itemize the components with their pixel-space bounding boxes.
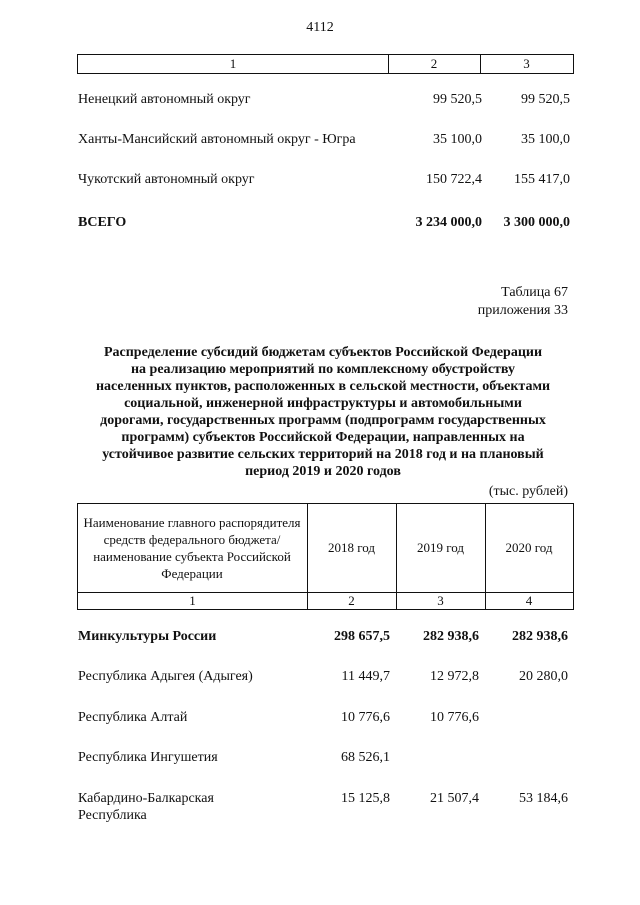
total-value-2: 3 300 000,0 xyxy=(503,215,570,230)
top-row-value-1: 35 100,0 xyxy=(433,132,482,147)
main-table-header xyxy=(77,503,574,610)
region-name: Кабардино-Балкарская xyxy=(78,791,214,806)
top-row-value-2: 99 520,5 xyxy=(521,92,570,107)
header-num-1: 1 xyxy=(189,592,196,608)
region-2019: 10 776,6 xyxy=(430,710,479,725)
page-number: 4112 xyxy=(306,20,334,35)
region-2018: 68 526,1 xyxy=(341,750,390,765)
title-line: населенных пунктов, расположенных в сельской местности, объектами xyxy=(95,379,551,394)
table-number: Таблица 67 xyxy=(501,285,568,300)
total-value-1: 3 234 000,0 xyxy=(415,215,482,230)
top-header-col1: 1 xyxy=(229,56,237,71)
top-header-col3: 3 xyxy=(523,56,530,71)
header-name-column: Наименование главного распорядителя средств федерального бюджета/наименование субъекта Российской Федерации xyxy=(83,515,301,581)
table-title xyxy=(78,344,568,480)
region-name: Республика Адыгея (Адыгея) xyxy=(78,669,253,684)
region-name: Республика Алтай xyxy=(78,710,188,725)
appendix-number: приложения 33 xyxy=(477,303,568,318)
top-table-header xyxy=(77,54,574,74)
top-row-name: Чукотский автономный округ xyxy=(78,172,255,187)
region-2018: 10 776,6 xyxy=(341,710,390,725)
header-num-2: 2 xyxy=(348,592,355,608)
region-name-continued: Республика xyxy=(78,808,147,823)
group-name: Минкультуры России xyxy=(78,629,217,644)
header-num-4: 4 xyxy=(525,592,533,608)
region-2018: 15 125,8 xyxy=(341,791,390,806)
region-2019: 12 972,8 xyxy=(430,669,479,684)
header-2019: 2019 год xyxy=(417,540,464,555)
units-label: (тыс. рублей) xyxy=(488,484,568,499)
region-2020: 20 280,0 xyxy=(519,669,568,684)
region-2018: 11 449,7 xyxy=(341,669,390,684)
header-2018: 2018 год xyxy=(328,540,375,555)
title-line: социальной, инженерной инфраструктуры и автомобильными xyxy=(124,396,522,411)
group-2020: 282 938,6 xyxy=(512,629,568,644)
top-row-name: Ханты-Мансийский автономный округ - Югра xyxy=(78,132,356,147)
top-header-col2: 2 xyxy=(430,56,438,71)
title-line: программ) субъектов Российской Федерации, направленных на xyxy=(121,430,525,445)
total-label: ВСЕГО xyxy=(78,215,127,230)
region-name: Республика Ингушетия xyxy=(78,750,218,765)
header-2020: 2020 год xyxy=(505,540,553,555)
title-line: на реализацию мероприятий по комплексному обустройству xyxy=(130,362,516,377)
title-line: период 2019 и 2020 годов xyxy=(245,464,401,479)
title-line: Распределение субсидий бюджетам субъектов Российской Федерации xyxy=(103,345,543,360)
region-2020: 53 184,6 xyxy=(519,791,568,806)
header-num-3: 3 xyxy=(437,592,444,608)
title-line: устойчивое развитие сельских территорий на 2018 год и на плановый xyxy=(102,447,544,462)
top-row-value-2: 35 100,0 xyxy=(521,132,570,147)
region-2019: 21 507,4 xyxy=(430,791,479,806)
top-row-value-2: 155 417,0 xyxy=(514,172,570,187)
top-row-value-1: 99 520,5 xyxy=(433,92,482,107)
group-2019: 282 938,6 xyxy=(423,629,479,644)
top-row-value-1: 150 722,4 xyxy=(426,172,482,187)
title-line: дорогами, государственных программ (подпрограмм государственных xyxy=(100,413,546,428)
group-2018: 298 657,5 xyxy=(334,629,390,644)
top-row-name: Ненецкий автономный округ xyxy=(78,92,251,107)
